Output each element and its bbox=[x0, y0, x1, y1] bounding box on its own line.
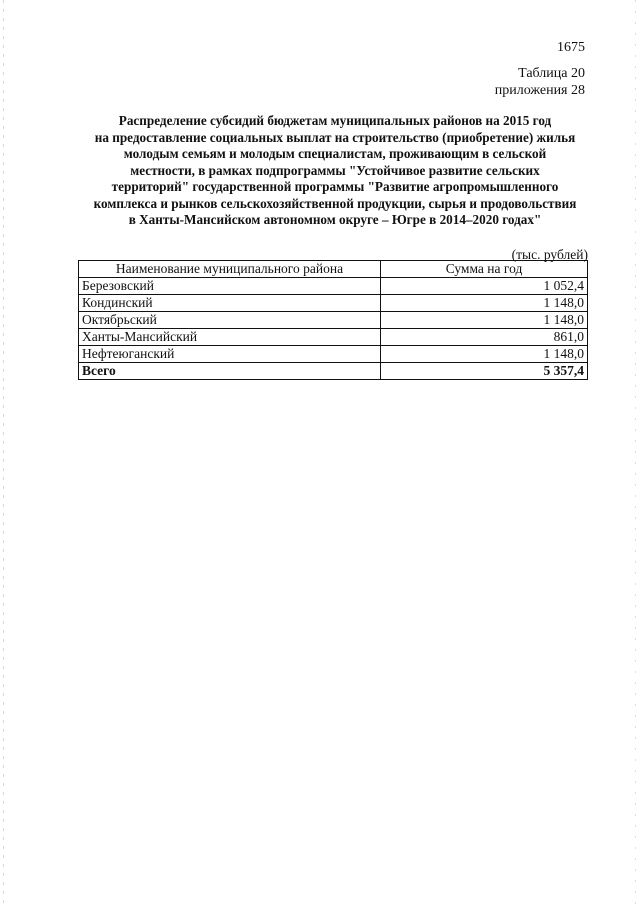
district-sum: 1 052,4 bbox=[381, 278, 588, 295]
table-reference bbox=[495, 65, 585, 99]
district-name: Нефтеюганский bbox=[79, 346, 381, 363]
table-header-row bbox=[79, 261, 588, 278]
title-line: комплекса и рынков сельскохозяйственной продукции, сырья и продовольствия bbox=[93, 195, 577, 211]
title-line: на предоставление социальных выплат на строительство (приобретение) жилья bbox=[94, 129, 576, 145]
table-row bbox=[79, 278, 588, 295]
total-label: Всего bbox=[79, 363, 381, 380]
table-row bbox=[79, 329, 588, 346]
table-row bbox=[79, 295, 588, 312]
title-line: территорий" государственной программы "Развитие агропромышленного bbox=[111, 179, 559, 194]
district-sum: 1 148,0 bbox=[381, 295, 588, 312]
district-name: Березовский bbox=[79, 278, 381, 295]
district-sum: 1 148,0 bbox=[381, 346, 588, 363]
title-line: Распределение субсидий бюджетам муниципальных районов на 2015 год bbox=[118, 113, 552, 128]
total-sum: 5 357,4 bbox=[381, 363, 588, 380]
header-annual-sum: Сумма на год bbox=[381, 261, 588, 278]
table-row bbox=[79, 312, 588, 329]
document-title bbox=[70, 113, 600, 229]
title-line: молодым семьям и молодым специалистам, проживающим в сельской bbox=[123, 146, 547, 161]
header-district-name: Наименование муниципального района bbox=[79, 261, 381, 278]
total-row bbox=[79, 363, 588, 380]
table-ref-line-2: приложения 28 bbox=[494, 83, 585, 98]
page-number: 1675 bbox=[557, 40, 585, 55]
subsidies-table bbox=[78, 260, 588, 380]
unit-note: (тыс. рублей) bbox=[511, 247, 588, 262]
district-name: Ханты-Мансийский bbox=[79, 329, 381, 346]
scan-edge-left bbox=[3, 0, 4, 905]
district-name: Кондинский bbox=[79, 295, 381, 312]
district-sum: 861,0 bbox=[381, 329, 588, 346]
district-name: Октябрьский bbox=[79, 312, 381, 329]
table-row bbox=[79, 346, 588, 363]
district-sum: 1 148,0 bbox=[381, 312, 588, 329]
table-ref-line-1: Таблица 20 bbox=[518, 66, 585, 81]
title-line: местности, в рамках подпрограммы "Устойчивое развитие сельских bbox=[130, 162, 540, 178]
scan-edge-right bbox=[635, 0, 636, 905]
title-line: в Ханты-Мансийском автономном округе – Югре в 2014–2020 годах" bbox=[128, 212, 542, 227]
